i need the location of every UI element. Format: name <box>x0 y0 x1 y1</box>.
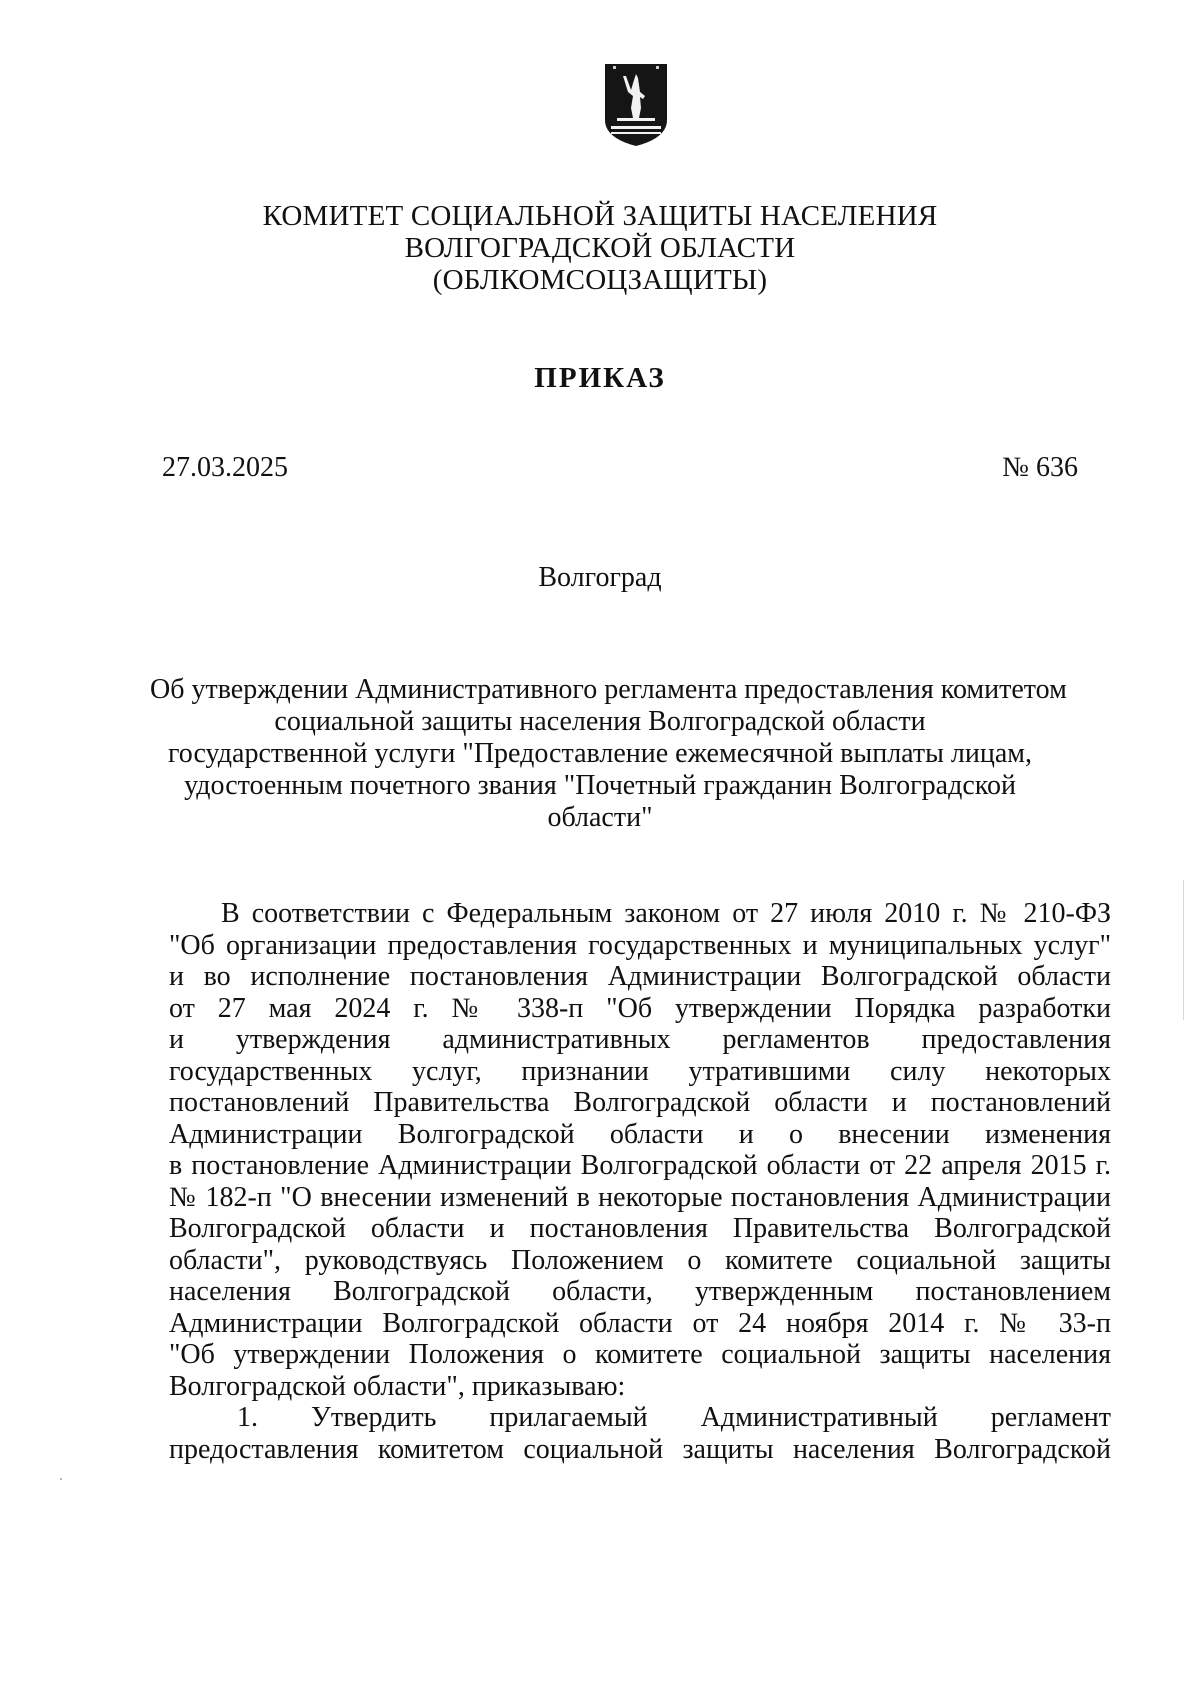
body-line: № 182-п "О внесении изменений в некоторые постановления Администрации <box>169 1181 1111 1213</box>
subject-line: социальной защиты населения Волгоградской области <box>274 706 926 737</box>
subject-line: Об утверждении Административного регламента предоставления комитетом <box>150 674 1067 705</box>
body-line: области", руководствуясь Положением о комитете социальной защиты <box>169 1244 1111 1276</box>
coat-of-arms-emblem <box>603 62 669 148</box>
body-line: и утверждения административных регламентов предоставления <box>169 1024 1111 1055</box>
body-line: Волгоградской области", приказываю: <box>169 1370 626 1402</box>
body-line: Администрации Волгоградской области от 24 ноября 2014 г. № 33-п <box>169 1307 1111 1339</box>
body-line: и во исполнение постановления Администрации Волгоградской области <box>169 961 1111 992</box>
body-line: от 27 мая 2024 г. № 338-п "Об утверждении Порядка разработки <box>169 992 1111 1024</box>
order-subject <box>150 674 1067 834</box>
order-number: № 636 <box>1002 452 1078 483</box>
document-type-title: ПРИКАЗ <box>534 362 666 394</box>
organization-name <box>170 200 1030 296</box>
org-line: (ОБЛКОМСОЦЗАЩИТЫ) <box>432 264 768 296</box>
order-city: Волгоград <box>538 562 662 593</box>
org-line: КОМИТЕТ СОЦИАЛЬНОЙ ЗАЩИТЫ НАСЕЛЕНИЯ <box>262 200 938 232</box>
order-body <box>169 898 1111 1465</box>
subject-line: области" <box>547 802 653 833</box>
body-line: в постановление Администрации Волгоградской области от 22 апреля 2015 г. <box>169 1150 1111 1181</box>
org-line: ВОЛГОГРАДСКОЙ ОБЛАСТИ <box>404 232 796 264</box>
body-line: В соответствии с Федеральным законом от 27 июля 2010 г. № 210-ФЗ <box>221 898 1111 929</box>
body-line: 1. Утвердить прилагаемый Административный регламент <box>237 1402 1111 1433</box>
subject-line: удостоенным почетного звания "Почетный гражданин Волгоградской <box>184 770 1016 801</box>
order-date: 27.03.2025 <box>162 452 288 483</box>
volgograd-coat-of-arms-icon <box>603 62 669 148</box>
body-line: постановлений Правительства Волгоградской области и постановлений <box>169 1087 1111 1118</box>
body-line: населения Волгоградской области, утвержденным постановлением <box>169 1276 1111 1307</box>
body-line: Волгоградской области и постановления Правительства Волгоградской <box>169 1213 1111 1244</box>
body-line: "Об утверждении Положения о комитете социальной защиты населения <box>169 1339 1111 1370</box>
body-line: государственных услуг, признании утратившими силу некоторых <box>169 1055 1111 1087</box>
body-line: предоставления комитетом социальной защиты населения Волгоградской <box>169 1433 1111 1465</box>
body-line: "Об организации предоставления государственных и муниципальных услуг" <box>169 929 1111 961</box>
subject-line: государственной услуги "Предоставление ежемесячной выплаты лицам, <box>167 738 1033 769</box>
scan-speck <box>60 1478 62 1480</box>
scan-edge-mark <box>1183 880 1184 1020</box>
body-line: Администрации Волгоградской области и о внесении изменения <box>169 1118 1111 1150</box>
